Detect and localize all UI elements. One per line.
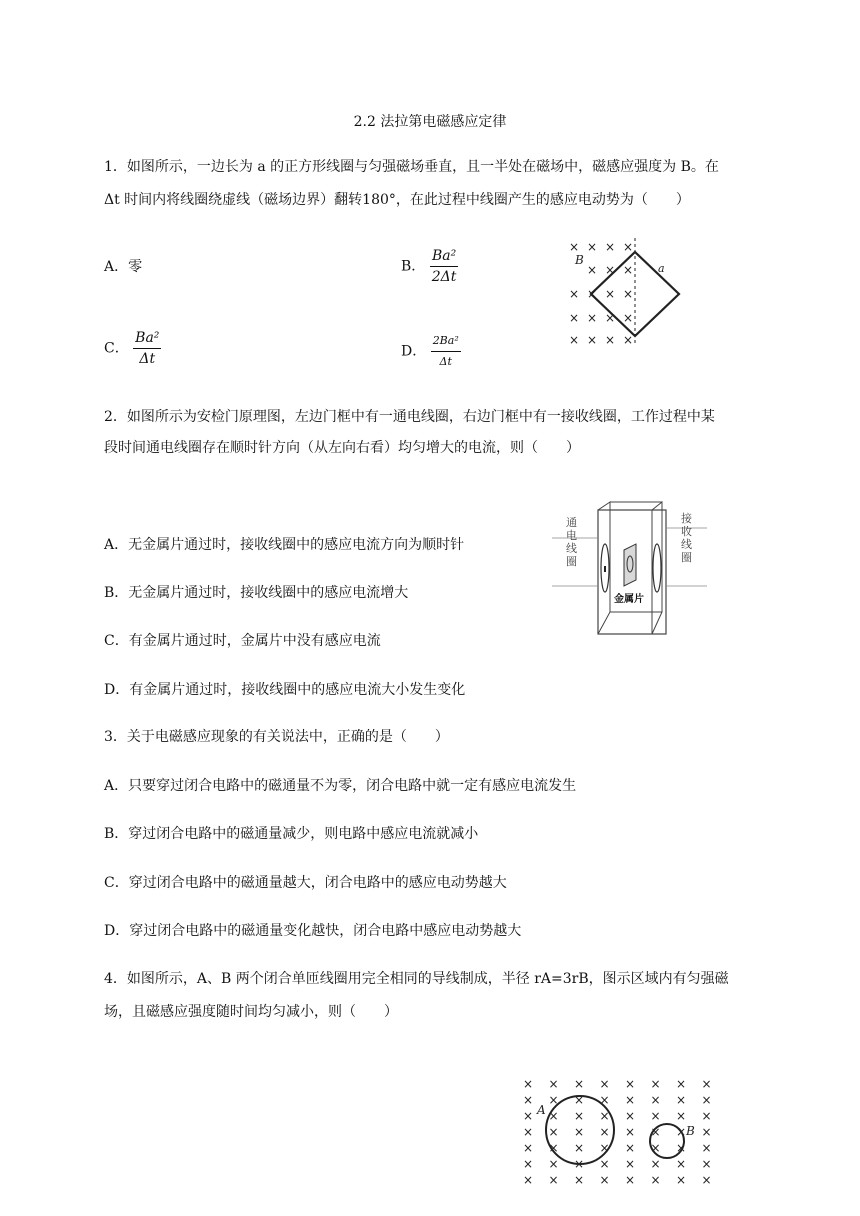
q2-option-b[interactable]: B．无金属片通过时，接收线圈中的感应电流增大 — [104, 585, 409, 601]
field-cross: × — [650, 1125, 661, 1139]
svg-text:×: × — [622, 287, 634, 301]
q1-option-b-label: B． — [401, 258, 426, 275]
field-cross: × — [522, 1157, 534, 1171]
q1-option-b[interactable] — [401, 246, 458, 287]
field-cross: × — [573, 1157, 585, 1171]
svg-text:×: × — [586, 333, 598, 347]
svg-text:×: × — [604, 333, 616, 347]
field-cross: × — [573, 1093, 585, 1107]
field-cross: × — [522, 1173, 534, 1187]
q1-option-c-fraction — [133, 328, 161, 369]
svg-text:×: × — [622, 311, 634, 325]
q1-option-d-fraction — [431, 331, 461, 372]
svg-text:×: × — [622, 333, 634, 347]
q2-option-a[interactable]: A．无金属片通过时，接收线圈中的感应电流方向为顺时针 — [104, 537, 465, 553]
field-cross: × — [548, 1109, 559, 1123]
q3-option-b[interactable]: B．穿过闭合电路中的磁通量减少，则电路中感应电流就减小 — [104, 826, 479, 842]
q3-stem: 3．关于电磁感应现象的有关说法中，正确的是（ ） — [104, 729, 449, 745]
field-cross: × — [599, 1093, 610, 1107]
svg-text:×: × — [586, 240, 598, 254]
field-cross: × — [599, 1173, 610, 1187]
svg-text:×: × — [568, 311, 580, 325]
q1-option-a-text: 零 — [128, 259, 143, 275]
field-cross: × — [599, 1157, 610, 1171]
field-cross: × — [599, 1141, 610, 1155]
q4-fig-label-b: B — [686, 1124, 695, 1138]
field-cross: × — [522, 1077, 534, 1091]
q1-option-c-denominator: Δt — [139, 351, 156, 367]
field-cross: × — [599, 1109, 610, 1123]
field-cross: × — [624, 1173, 636, 1187]
field-cross: × — [548, 1173, 559, 1187]
svg-text:×: × — [604, 240, 616, 254]
q1-figure — [562, 236, 692, 348]
q3-option-a[interactable]: A．只要穿过闭合电路中的磁通量不为零，闭合电路中就一定有感应电流发生 — [104, 778, 577, 794]
field-cross: × — [701, 1157, 712, 1171]
field-cross: × — [650, 1141, 661, 1155]
q4-stem-line1: 4．如图所示，A、B 两个闭合单匝线圈用完全相同的导线制成，半径 rA=3rB，图示区域内有匀强磁 — [104, 971, 729, 987]
q1-option-d[interactable] — [401, 331, 461, 372]
q3-option-c[interactable]: C．穿过闭合电路中的磁通量越大，闭合电路中的感应电动势越大 — [104, 875, 507, 891]
q1-stem-line1: 1．如图所示，一边长为 a 的正方形线圈与匀强磁场垂直，且一半处在磁场中，磁感应强度为 B。在 — [104, 159, 719, 175]
q2-fig-label-center: 金属片 — [614, 594, 644, 605]
field-cross: × — [650, 1077, 661, 1091]
svg-text:×: × — [568, 333, 580, 347]
field-cross: × — [675, 1109, 687, 1123]
svg-text:×: × — [586, 263, 598, 277]
svg-text:×: × — [622, 240, 634, 254]
field-cross: × — [599, 1125, 610, 1139]
q4-stem-line2: 场，且磁感应强度随时间均匀减小，则（ ） — [104, 1004, 398, 1020]
q1-option-b-numerator: Ba² — [430, 246, 459, 267]
q1-option-c[interactable] — [104, 328, 161, 369]
q1-option-b-fraction — [430, 246, 459, 287]
q1-stem-line2: Δt 时间内将线圈绕虚线（磁场边界）翻转180°，在此过程中线圈产生的感应电动势为（ ） — [104, 192, 690, 208]
field-cross: × — [701, 1077, 712, 1091]
q4-figure — [518, 1072, 718, 1187]
svg-text:×: × — [568, 287, 580, 301]
field-cross: × — [522, 1125, 534, 1139]
q1-option-a[interactable] — [104, 257, 142, 277]
svg-text:×: × — [604, 311, 616, 325]
page-title: 2.2 法拉第电磁感应定律 — [353, 114, 507, 130]
field-cross: × — [573, 1141, 585, 1155]
svg-text:×: × — [586, 287, 598, 301]
q1-option-d-label: D． — [401, 343, 427, 360]
q2-stem-line2: 段时间通电线圈存在顺时针方向（从左向右看）均匀增大的电流，则（ ） — [104, 440, 580, 456]
field-cross: × — [675, 1077, 687, 1091]
field-cross: × — [522, 1141, 534, 1155]
field-cross: × — [548, 1157, 559, 1171]
q1-option-b-denominator: 2Δt — [431, 269, 457, 285]
field-cross: × — [701, 1141, 712, 1155]
field-cross: × — [573, 1109, 585, 1123]
field-cross: × — [675, 1093, 687, 1107]
field-cross: × — [675, 1173, 687, 1187]
q1-option-c-label: C． — [104, 340, 129, 357]
q2-option-c[interactable]: C．有金属片通过时，金属片中没有感应电流 — [104, 633, 381, 649]
field-cross: × — [548, 1093, 559, 1107]
q1-option-d-numerator: 2Ba² — [431, 331, 461, 352]
q2-fig-label-left: 通电线圈 — [566, 516, 577, 568]
q1-option-a-label: A． — [104, 259, 129, 275]
svg-text:×: × — [586, 311, 598, 325]
field-cross: × — [701, 1093, 712, 1107]
field-cross: × — [650, 1093, 661, 1107]
q4-fig-label-a: A — [537, 1103, 546, 1117]
field-cross: × — [522, 1093, 534, 1107]
q2-stem-line1: 2．如图所示为安检门原理图，左边门框中有一通电线圈，右边门框中有一接收线圈，工作过程中某 — [104, 409, 715, 425]
field-cross: × — [573, 1173, 585, 1187]
field-cross: × — [548, 1125, 559, 1139]
q1-fig-label-b: B — [575, 253, 584, 267]
field-cross: × — [624, 1093, 636, 1107]
field-cross: × — [522, 1109, 534, 1123]
svg-text:×: × — [622, 263, 634, 277]
field-cross: × — [624, 1109, 636, 1123]
field-cross: × — [675, 1157, 687, 1171]
field-cross: × — [675, 1141, 687, 1155]
field-cross: × — [548, 1141, 559, 1155]
q1-fig-label-a: a — [658, 262, 665, 275]
field-cross: × — [548, 1077, 559, 1091]
field-cross: × — [573, 1125, 585, 1139]
q2-fig-label-right: 接收线圈 — [681, 512, 692, 564]
field-cross: × — [624, 1125, 636, 1139]
svg-text:×: × — [568, 240, 580, 254]
field-cross: × — [701, 1109, 712, 1123]
field-cross: × — [624, 1157, 636, 1171]
field-cross: × — [701, 1125, 712, 1139]
field-cross: × — [573, 1077, 585, 1091]
field-cross: × — [599, 1077, 610, 1091]
q1-option-d-denominator: Δt — [439, 355, 452, 368]
field-cross: × — [650, 1109, 661, 1123]
field-cross: × — [650, 1157, 661, 1171]
field-cross: × — [624, 1141, 636, 1155]
field-cross: × — [675, 1125, 687, 1139]
q2-option-d[interactable]: D．有金属片通过时，接收线圈中的感应电流大小发生变化 — [104, 682, 466, 698]
field-cross: × — [624, 1077, 636, 1091]
svg-text:×: × — [604, 287, 616, 301]
q3-option-d[interactable]: D．穿过闭合电路中的磁通量变化越快，闭合电路中感应电动势越大 — [104, 923, 522, 939]
q1-option-c-numerator: Ba² — [133, 328, 161, 349]
svg-text:×: × — [604, 263, 616, 277]
field-cross: × — [701, 1173, 712, 1187]
field-cross: × — [650, 1173, 661, 1187]
